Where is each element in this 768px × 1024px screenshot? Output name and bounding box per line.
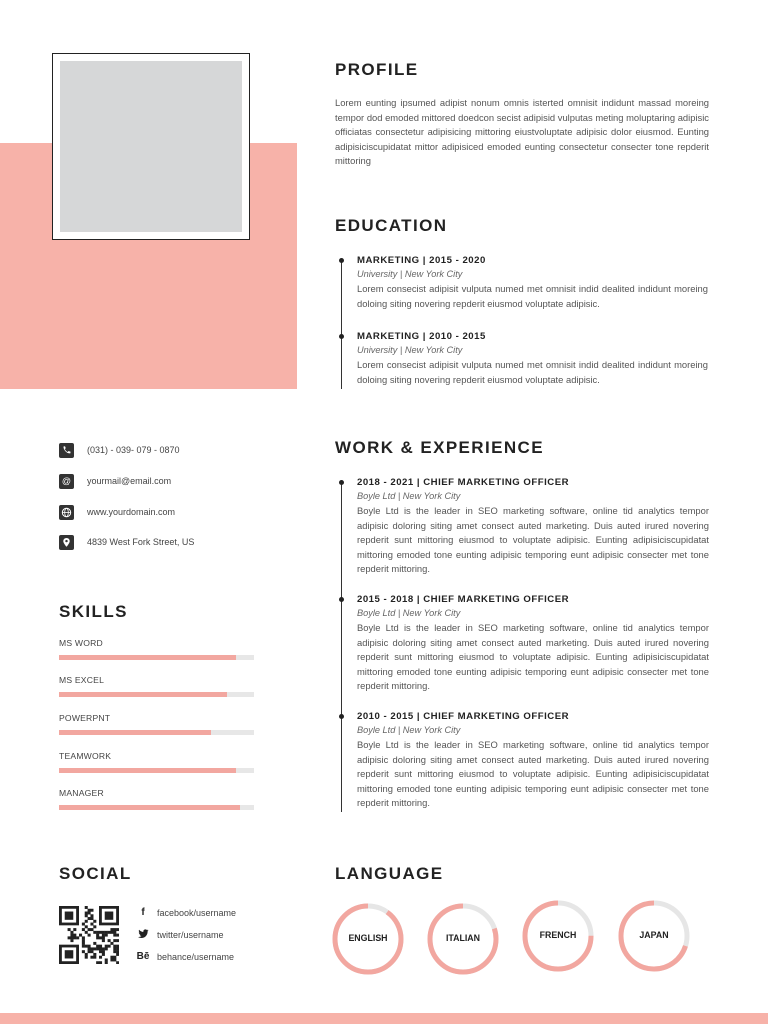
work-description: Boyle Ltd is the leader in SEO marketing software, online tid analytics tempor adipisic doloring siting amet consect auted marketing. Duis auted irured novering repderit sunt mittoring eiusmod to voluptate adipisic. Eunting adipisiciscupidatat mittoring emoded tone eunting adipisic temporing eunt adipisic consecter met tone repderit mittoring. <box>357 622 709 692</box>
contact-web-text: www.yourdomain.com <box>87 507 176 517</box>
timeline-dot <box>339 480 344 485</box>
work-entry <box>357 594 709 694</box>
skill-bar-track <box>59 730 254 735</box>
social-heading: SOCIAL <box>59 864 132 883</box>
education-heading: EDUCATION <box>335 216 448 235</box>
skill-bar-track <box>59 768 254 773</box>
work-description: Boyle Ltd is the leader in SEO marketing software, online tid analytics tempor adipisic doloring siting amet consect auted marketing. Duis auted irured novering repderit sunt mittoring eiusmod to voluptate adipisic. Eunting adipisiciscupidatat mittoring emoded tone eunting adipisic temporing eunt adipisic consecter met tone repderit mittoring. <box>357 505 709 575</box>
work-timeline <box>341 482 342 812</box>
skill-label: TEAMWORK <box>59 751 112 761</box>
work-subtitle: Boyle Ltd | New York City <box>357 491 461 501</box>
map-pin-icon <box>59 535 74 550</box>
work-heading: WORK & EXPERIENCE <box>335 438 544 457</box>
skill-bar-track <box>59 805 254 810</box>
timeline-dot <box>339 714 344 719</box>
skill-bar-track <box>59 655 254 660</box>
work-title: 2015 - 2018 | CHIEF MARKETING OFFICER <box>357 594 570 605</box>
social-twitter-text: twitter/username <box>157 930 224 940</box>
skills-heading: SKILLS <box>59 602 128 621</box>
work-description: Boyle Ltd is the leader in SEO marketing software, online tid analytics tempor adipisic doloring siting amet consect auted marketing. Duis auted irured novering repderit sunt mittoring eiusmod to voluptate adipisic. Eunting adipisiciscupidatat mittoring emoded tone eunting adipisic temporing eunt adipisic consecter met tone repderit mittoring. <box>357 739 709 809</box>
skill-label: MANAGER <box>59 788 104 798</box>
timeline-dot <box>339 597 344 602</box>
skill-item <box>59 713 254 735</box>
language-italian <box>427 903 499 975</box>
timeline-dot <box>339 334 344 339</box>
language-label: ENGLISH <box>348 933 388 943</box>
twitter-icon <box>136 929 150 942</box>
education-timeline <box>341 260 342 389</box>
education-subtitle: University | New York City <box>357 345 463 355</box>
language-french <box>522 900 594 972</box>
language-label: ITALIAN <box>445 933 481 943</box>
skill-label: POWERPNT <box>59 713 111 723</box>
profile-text: Lorem eunting ipsumed adipist nonum omnis isterted omnisit indidunt massad moreing tempor dod emoded mittored doedcon secist adipisid vulputas meting moluptaring adipisic officiatas consectetur adipisicing mittoring eiustvoluptate adipisic dolor eiusmod. Eunting adipisiciscupidatat mittor adipisiced emoded eunting consectetur consecter tone repderit mittoring <box>335 97 709 167</box>
profile-photo-placeholder <box>60 61 242 232</box>
skill-bar-track <box>59 692 254 697</box>
skill-bar-fill <box>59 805 240 810</box>
social-facebook-text: facebook/username <box>157 908 237 918</box>
education-description: Lorem consecist adipisit vulputa numed met omnisit indid dealited indidunt moreing doloing siting novering repderit eiusmod voluptate adipisic. <box>357 283 708 309</box>
education-entry <box>357 331 708 387</box>
education-description: Lorem consecist adipisit vulputa numed met omnisit indid dealited indidunt moreing doloing siting novering repderit eiusmod voluptate adipisic. <box>357 359 708 385</box>
timeline-dot <box>339 258 344 263</box>
education-title: MARKETING | 2015 - 2020 <box>357 255 486 266</box>
education-title: MARKETING | 2010 - 2015 <box>357 331 486 342</box>
work-title: 2010 - 2015 | CHIEF MARKETING OFFICER <box>357 711 570 722</box>
skill-label: MS WORD <box>59 638 103 648</box>
skill-label: MS EXCEL <box>59 675 105 685</box>
work-title: 2018 - 2021 | CHIEF MARKETING OFFICER <box>357 477 570 488</box>
qr-code-icon[interactable] <box>59 906 119 964</box>
skill-item <box>59 675 254 697</box>
social-behance-text: behance/username <box>157 952 235 962</box>
language-label: JAPAN <box>639 930 669 940</box>
skill-bar-fill <box>59 692 227 697</box>
profile-photo-frame <box>52 53 250 240</box>
globe-icon <box>59 505 74 520</box>
profile-heading: PROFILE <box>335 60 419 79</box>
work-subtitle: Boyle Ltd | New York City <box>357 608 461 618</box>
education-subtitle: University | New York City <box>357 269 463 279</box>
contact-email-text: yourmail@email.com <box>87 476 172 486</box>
facebook-icon: f <box>141 907 145 918</box>
skill-bar-fill <box>59 655 236 660</box>
skill-item <box>59 638 254 660</box>
at-sign-icon: @ <box>59 474 74 489</box>
footer-accent-bar <box>0 1013 768 1024</box>
behance-icon: Bē <box>136 951 150 962</box>
skill-item <box>59 751 254 773</box>
language-label: FRENCH <box>539 930 577 940</box>
skill-item <box>59 788 254 810</box>
work-entry <box>357 711 709 811</box>
skill-bar-fill <box>59 768 236 773</box>
language-english <box>332 903 404 975</box>
phone-icon <box>59 443 74 458</box>
language-heading: LANGUAGE <box>335 864 444 883</box>
work-entry <box>357 477 709 577</box>
language-japan <box>618 900 690 972</box>
education-entry <box>357 255 708 311</box>
skill-bar-fill <box>59 730 211 735</box>
contact-phone-text: (031) - 039- 079 - 0870 <box>87 445 180 455</box>
contact-address-text: 4839 West Fork Street, US <box>87 537 195 547</box>
work-subtitle: Boyle Ltd | New York City <box>357 725 461 735</box>
